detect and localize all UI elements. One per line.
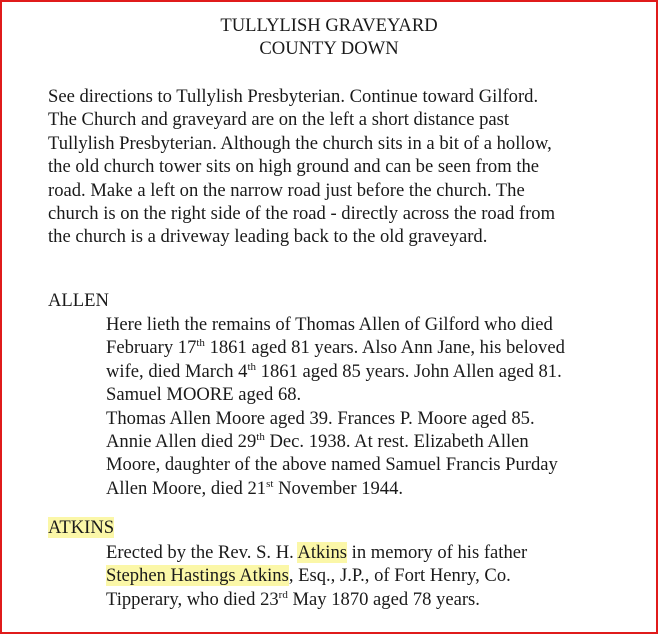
paragraph-line: The Church and graveyard are on the left a short distance past <box>48 109 510 131</box>
inscription-line: Annie Allen died 29th Dec. 1938. At rest. Elizabeth Allen <box>106 431 529 453</box>
paragraph-line: the old church tower sits on high ground and can be seen from the <box>48 156 540 178</box>
inscription-atkins <box>106 541 527 611</box>
inscription-line: Allen Moore, died 21st November 1944. <box>106 477 404 499</box>
inscription-line: February 17th 1861 aged 81 years. Also Ann Jane, his beloved <box>106 337 565 359</box>
surname-heading-allen: ALLEN <box>48 290 109 311</box>
inscription-line: Tipperary, who died 23rd May 1870 aged 78 years. <box>106 588 480 610</box>
document-title: TULLYLISH GRAVEYARD <box>220 15 438 36</box>
search-highlight: ATKINS <box>48 517 115 538</box>
paragraph-line: the church is a driveway leading back to the old graveyard. <box>48 226 488 248</box>
directions-paragraph <box>48 85 555 249</box>
search-highlight: Atkins <box>297 542 347 563</box>
inscription-line: Samuel MOORE aged 68. <box>106 384 302 406</box>
inscription-allen <box>106 313 565 500</box>
inscription-line: Stephen Hastings Atkins, Esq., J.P., of Fort Henry, Co. <box>106 565 511 587</box>
paragraph-line: Tullylish Presbyterian. Although the church sits in a bit of a hollow, <box>48 132 552 154</box>
surname-heading-atkins <box>48 516 114 539</box>
inscription-line: Moore, daughter of the above named Samuel Francis Purday <box>106 454 558 476</box>
document-subtitle: COUNTY DOWN <box>259 38 399 59</box>
paragraph-line: See directions to Tullylish Presbyterian. Continue toward Gilford. <box>48 86 539 107</box>
paragraph-line: church is on the right side of the road - directly across the road from <box>48 203 556 225</box>
inscription-line: Erected by the Rev. S. H. Atkins in memory of his father <box>106 542 528 563</box>
inscription-line: wife, died March 4th 1861 aged 85 years. John Allen aged 81. <box>106 360 562 382</box>
inscription-line: Here lieth the remains of Thomas Allen of Gilford who died <box>106 314 553 335</box>
paragraph-line: road. Make a left on the narrow road just before the church. The <box>48 179 525 201</box>
search-highlight: Stephen Hastings Atkins <box>106 565 289 587</box>
inscription-line: Thomas Allen Moore aged 39. Frances P. Moore aged 85. <box>106 407 535 429</box>
